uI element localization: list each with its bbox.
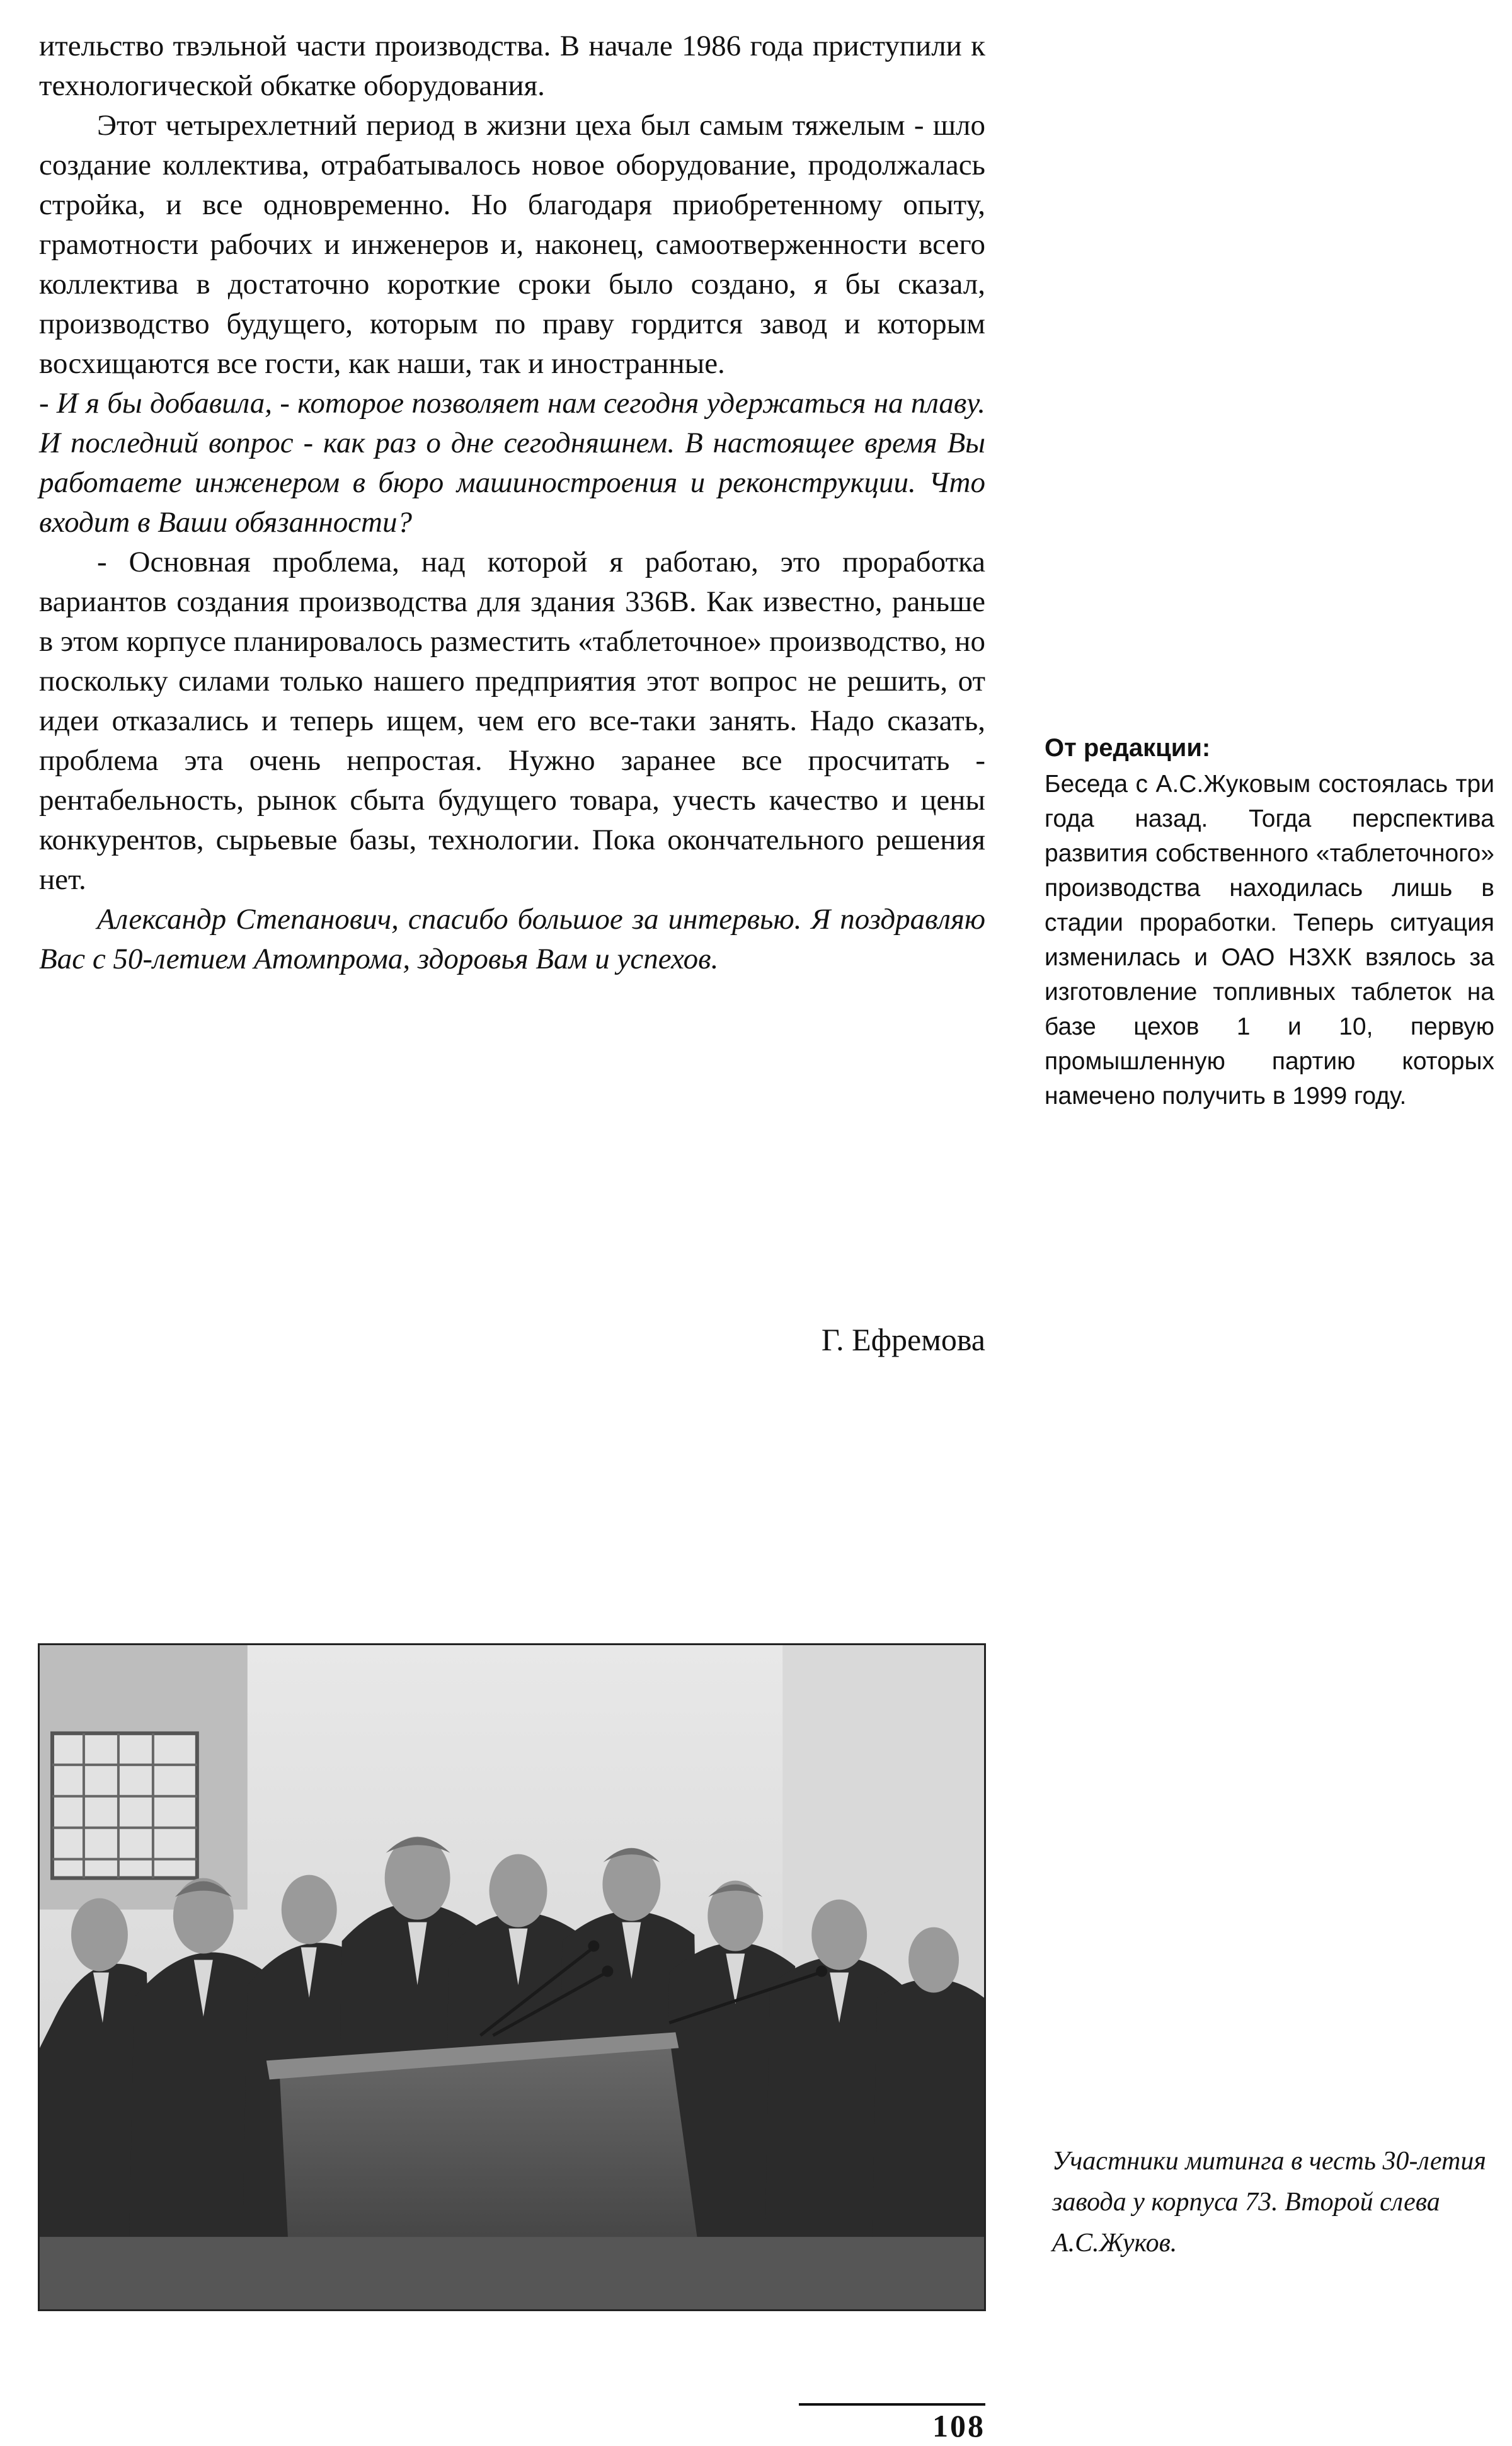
article-paragraph: - Основная проблема, над которой я работаю, это проработка вариантов создания производства для здания 336В. Как известно, раньше в этом корпусе планировалось разместить «таблеточное» производство, но поскольку силами только нашего предприятия этот вопрос не решить, от идеи отказались и теперь ищем, чем его все-таки занять. Надо сказать, проблема эта очень непростая. Нужно заранее все просчитать - рентабельность, рынок сбыта будущего товара, учесть качество и цены конкурентов, сырьевые базы, технологии. Пока окончательного решения нет.: [39, 546, 985, 896]
interview-question: - И я бы добавила, - которое позволяет нам сегодня удержаться на плаву. И последний вопрос - как раз о дне сегодняшнем. В настоящее время Вы работаете инженером в бюро машиностроения и реконструкции. Что входит в Ваши обязанности?: [39, 387, 985, 539]
photo-caption: Участники митинга в честь 30-летия завода у корпуса 73. Второй слева А.С.Жуков.: [1052, 2147, 1486, 2258]
article-paragraph: Этот четырехлетний период в жизни цеха был самым тяжелым - шло создание коллектива, отрабатывалось новое оборудование, продолжалась стройка, и все одновременно. Но благодаря приобретенному опыту, грамотности рабочих и инженеров и, наконец, самоотверженности всего коллектива в достаточно короткие сроки было создано, я бы сказал, производство будущего, которым по праву гордится завод и которым восхищаются все гости, как наши, так и иностранные.: [39, 109, 985, 380]
editorial-note-body: Беседа с А.С.Жуковым состоялась три года назад. Тогда перспектива развития собственного «таблеточного» производства находилась лишь в стадии проработки. Теперь ситуация изменилась и ОАО НЗХК взялось за изготовление топливных таблеток на базе цехов 1 и 10, первую промышленную партию которых намечено получить в 1999 году.: [1045, 771, 1494, 1110]
article-paragraph: ительство твэльной части производства. В начале 1986 года приступили к технологической обкатке оборудования.: [39, 30, 985, 102]
page-number-rule: [799, 2403, 985, 2406]
author-signature: Г. Ефремова: [821, 1322, 985, 1357]
article-text: [39, 26, 985, 979]
rally-photo: [38, 1643, 986, 2311]
page-number: 108: [932, 2408, 985, 2443]
editorial-note-title: От редакции:: [1045, 734, 1211, 762]
editorial-note: [1045, 731, 1494, 1113]
rally-photo-image: [40, 1645, 984, 2309]
closing-remark: Александр Степанович, спасибо большое за интервью. Я поздравляю Вас с 50-летием Атомпрома, здоровья Вам и успехов.: [39, 903, 985, 975]
